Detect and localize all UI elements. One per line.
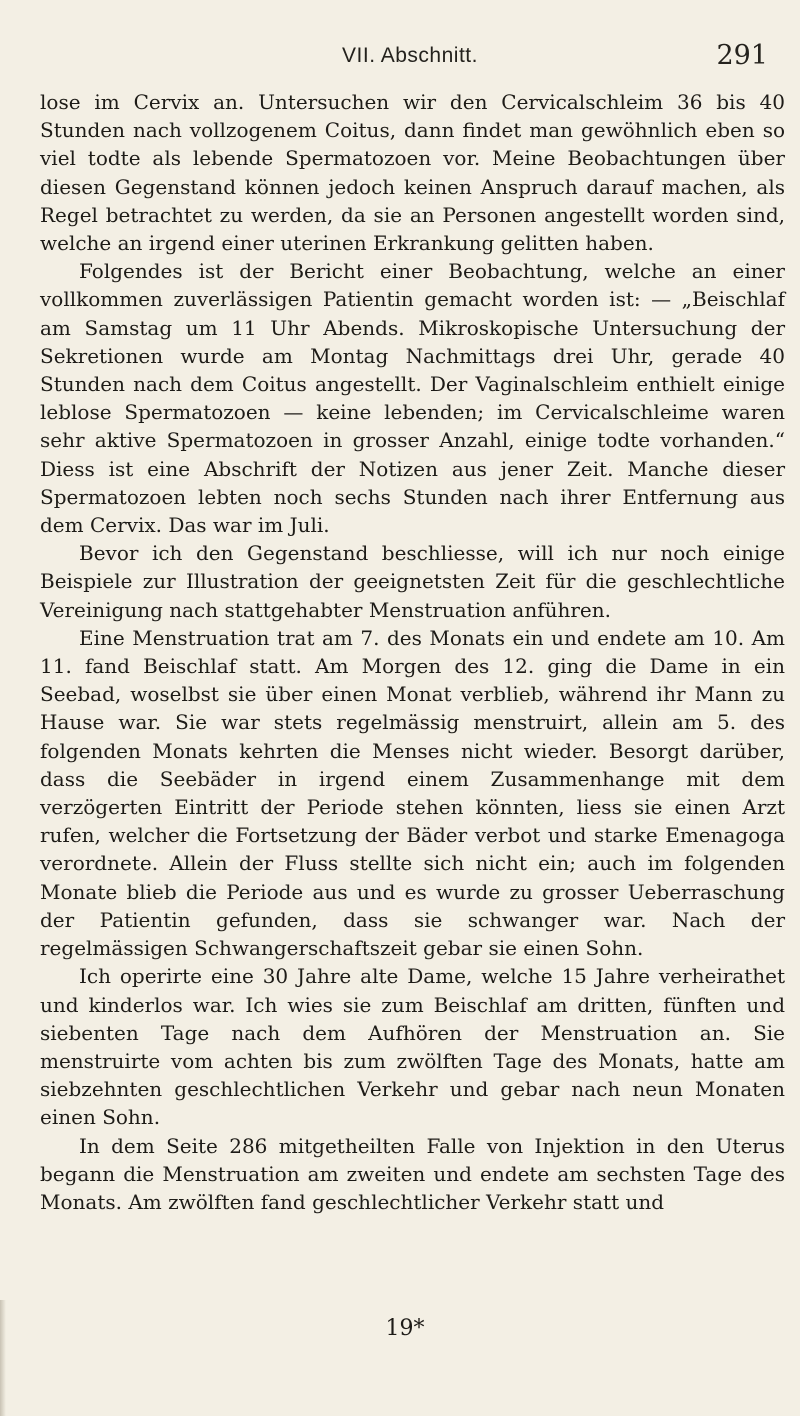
paragraph: In dem Seite 286 mitgetheilten Falle von Injektion in den Uterus begann die Menstruation am zweiten und endete am sechsten Tage des Monats. Am zwölften fand geschlechtlicher Verkehr statt und	[40, 1133, 785, 1214]
paragraph: Ich operirte eine 30 Jahre alte Dame, welche 15 Jahre verheirathet und kinderlos war. Ich wies sie zum Beischlaf am dritten, fünften und siebenten Tage nach dem Aufhören der Menstruation an. Sie menstruirte vom achten bis zum zwölften Tage des Monats, hatte am siebzehnten geschlechtlichen Verkehr und gebar nach neun Monaten einen Sohn.	[40, 964, 785, 1130]
body-text	[40, 88, 785, 1216]
signature-mark: 19*	[385, 1316, 425, 1341]
running-head: VII. Abschnitt.	[342, 44, 478, 67]
page-header	[40, 40, 780, 74]
paragraph: lose im Cervix an. Untersuchen wir den Cervicalschleim 36 bis 40 Stunden nach vollzogenem Coitus, dann findet man gewöhnlich eben so viel todte als lebende Spermatozoen vor. Meine Beobachtungen über diesen Gegenstand können jedoch keinen Anspruch darauf machen, als Regel betrachtet zu werden, da sie an Personen angestellt worden sind, welche an irgend einer uterinen Erkrankung gelitten haben.	[40, 90, 785, 256]
page-number: 291	[716, 40, 768, 71]
paragraph: Eine Menstruation trat am 7. des Monats ein und endete am 10. Am 11. fand Beischlaf statt. Am Morgen des 12. ging die Dame in ein Seebad, woselbst sie über einen Monat verblieb, während ihr Mann zu Hause war. Sie war stets regelmässig menstruirt, allein am 5. des folgenden Monats kehrten die Menses nicht wieder. Besorgt darüber, dass die Seebäder in irgend einem Zusammenhange mit dem verzögerten Eintritt der Periode stehen könnten, liess sie einen Arzt rufen, welcher die Fortsetzung der Bäder verbot und starke Emenagoga verordnete. Allein der Fluss stellte sich nicht ein; auch im folgenden Monate blieb die Periode aus und es wurde zu grosser Ueberraschung der Patientin gefunden, dass sie schwanger war. Nach der regelmässigen Schwangerschaftszeit gebar sie einen Sohn.	[40, 625, 785, 961]
paragraph: Folgendes ist der Bericht einer Beobachtung, welche an einer vollkommen zuverlässigen Patientin gemacht worden ist: — „Beischlaf am Samstag um 11 Uhr Abends. Mikroskopische Untersuchung der Sekretionen wurde am Montag Nachmittags drei Uhr, gerade 40 Stunden nach dem Coitus angestellt. Der Vaginalschleim enthielt einige leblose Spermatozoen — keine lebenden; im Cervicalschleime waren sehr aktive Spermatozoen in grosser Anzahl, einige todte vorhanden.“ Diess ist eine Abschrift der Notizen aus jener Zeit. Manche dieser Spermatozoen lebten noch sechs Stunden nach ihrer Entfernung aus dem Cervix. Das war im Juli.	[40, 259, 785, 538]
paragraph: Bevor ich den Gegenstand beschliesse, will ich nur noch einige Beispiele zur Illustration der geeignetsten Zeit für die geschlechtliche Vereinigung nach stattgehabter Menstruation anführen.	[40, 541, 785, 622]
page-edge-shadow	[0, 1300, 6, 1416]
